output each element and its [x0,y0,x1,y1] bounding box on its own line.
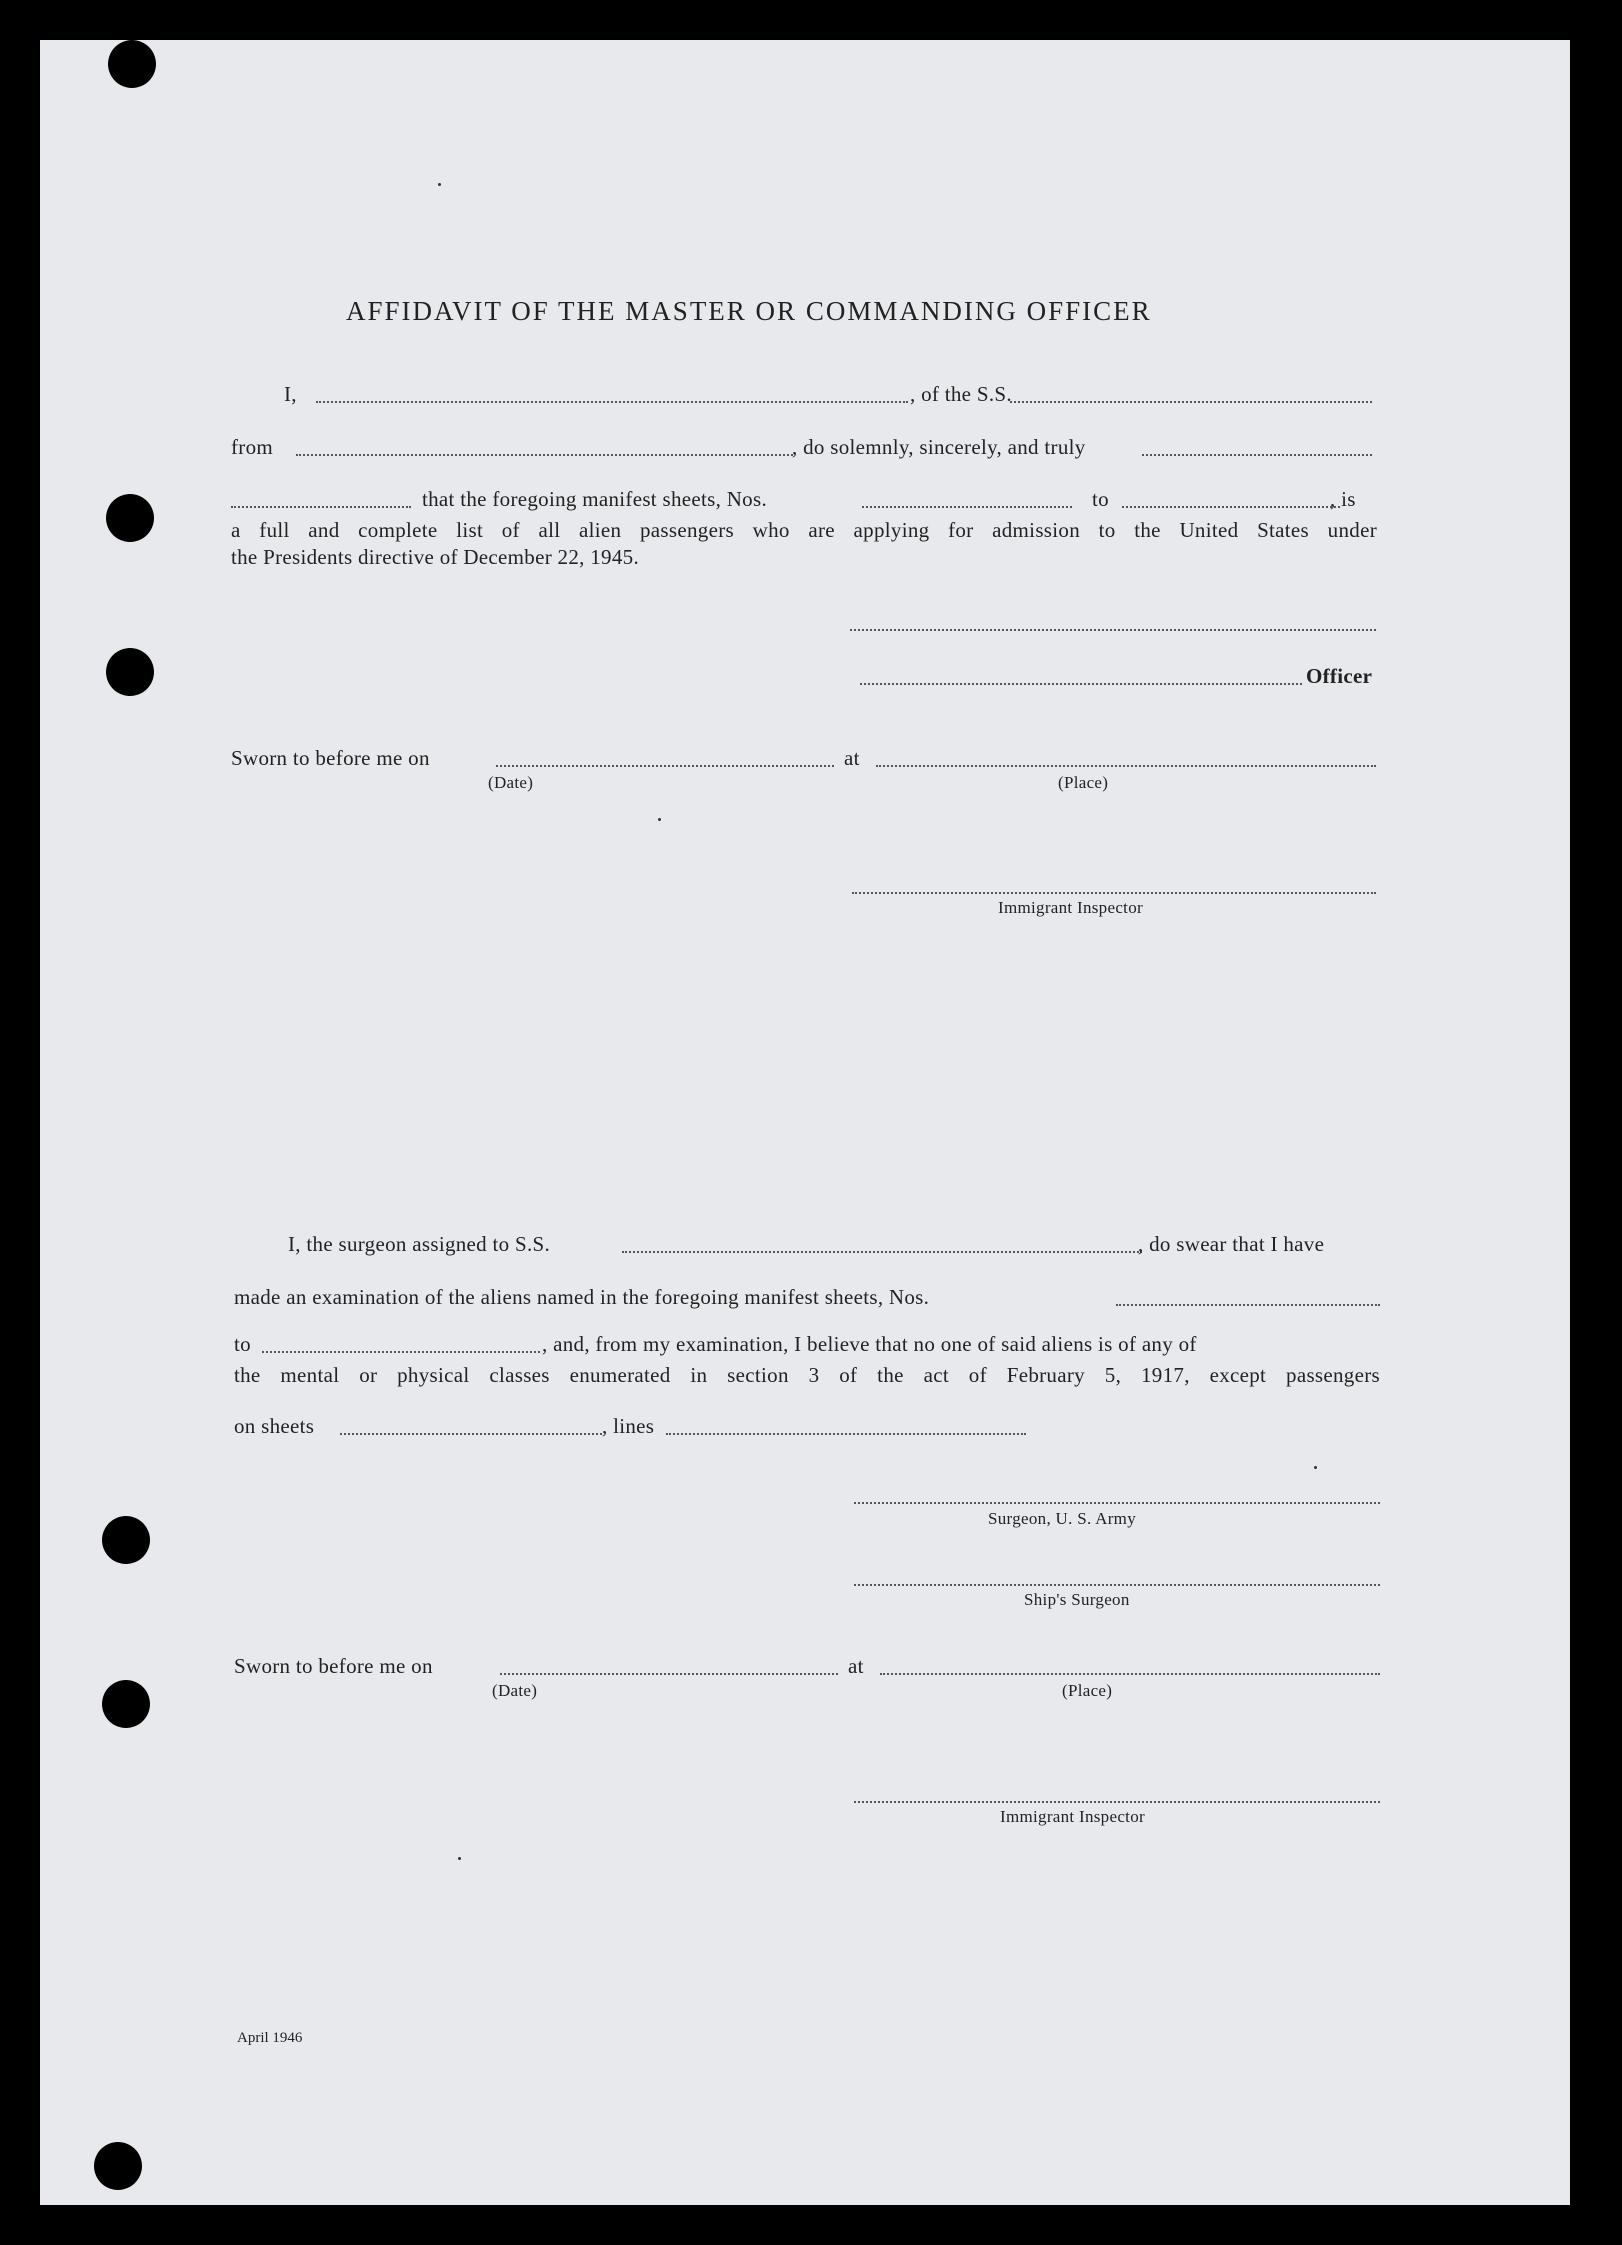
surgeon-sheets-to-field[interactable] [262,1351,540,1353]
form-page [40,40,1570,2205]
swear-affirm-field[interactable] [1142,454,1372,456]
master-name-field[interactable] [316,401,908,403]
army-surgeon-signature-line[interactable] [854,1502,1380,1504]
port-from-field[interactable] [296,454,793,456]
master-line1-ss: , of the S.S. [910,382,1012,406]
scan-speck [658,818,661,821]
scan-speck [438,183,441,186]
surgeon-inspector-signature-line[interactable] [854,1801,1380,1803]
master-sworn-place-field[interactable] [876,765,1376,767]
officer-label: Officer [1306,664,1373,688]
surgeon-sworn-place-field[interactable] [880,1673,1380,1675]
master-inspector-signature-line[interactable] [852,892,1376,894]
form-date: April 1946 [237,2030,303,2046]
surgeon-ship-field[interactable] [622,1251,1142,1253]
punch-hole [106,494,154,542]
ships-surgeon-label: Ship's Surgeon [1024,1590,1130,1609]
army-surgeon-label: Surgeon, U. S. Army [988,1509,1137,1528]
surgeon-line4: the mental or physical classes enumerated in section 3 of the act of February 5, 1917, except passengers [234,1363,1380,1387]
officer-signature-line-1[interactable] [850,629,1376,631]
punch-hole [106,648,154,696]
surgeon-at-label: at [848,1654,864,1678]
ship-name-field[interactable] [1010,401,1372,403]
surgeon-line3-rest: , and, from my examination, I believe that no one of said aliens is of any of [542,1332,1197,1356]
exception-sheets-field[interactable] [340,1433,602,1435]
surgeon-sworn-date-field[interactable] [500,1673,838,1675]
exception-lines-field[interactable] [666,1433,1026,1435]
surgeon-line5-lines: , lines [602,1414,655,1438]
surgeon-inspector-label: Immigrant Inspector [1000,1807,1145,1826]
surgeon-place-caption: (Place) [1062,1681,1113,1700]
surgeon-sworn-label: Sworn to before me on [234,1654,433,1678]
punch-hole [102,1680,150,1728]
surgeon-line3-to: to [234,1332,251,1356]
scan-speck [1314,1466,1317,1469]
punch-hole [102,1516,150,1564]
surgeon-line1-start: I, the surgeon assigned to S.S. [288,1232,551,1256]
form-title: AFFIDAVIT OF THE MASTER OR COMMANDING OFFICER [346,296,1152,326]
master-line1-i: I, [284,382,297,406]
punch-hole [108,40,156,88]
master-line3-is: , is [1330,487,1356,511]
master-inspector-label: Immigrant Inspector [998,898,1143,917]
surgeon-sheets-from-field[interactable] [1116,1304,1380,1306]
master-sworn-date-field[interactable] [496,765,834,767]
master-line2-from: from [231,435,274,459]
surgeon-line5-sheets: on sheets [234,1414,315,1438]
master-line5: the Presidents directive of December 22, 1945. [231,545,640,569]
master-line2-solemnly: , do solemnly, sincerely, and truly [792,435,1086,459]
master-date-caption: (Date) [488,773,534,792]
master-line3-to: to [1092,487,1109,511]
master-place-caption: (Place) [1058,773,1109,792]
scan-speck [458,1857,461,1860]
master-sworn-label: Sworn to before me on [231,746,430,770]
master-line4: a full and complete list of all alien passengers who are applying for admission to the United States under [231,518,1377,542]
declare-field[interactable] [231,506,411,508]
surgeon-line1-end: , do swear that I have [1138,1232,1325,1256]
sheets-to-field[interactable] [1122,506,1340,508]
surgeon-date-caption: (Date) [492,1681,538,1700]
master-line3-foregoing: that the foregoing manifest sheets, Nos. [422,487,768,511]
ships-surgeon-signature-line[interactable] [854,1584,1380,1586]
sheets-from-field[interactable] [862,506,1072,508]
master-at-label: at [844,746,860,770]
surgeon-line2: made an examination of the aliens named in the foregoing manifest sheets, Nos. [234,1285,930,1309]
punch-hole [94,2142,142,2190]
officer-signature-line-2[interactable] [860,683,1302,685]
